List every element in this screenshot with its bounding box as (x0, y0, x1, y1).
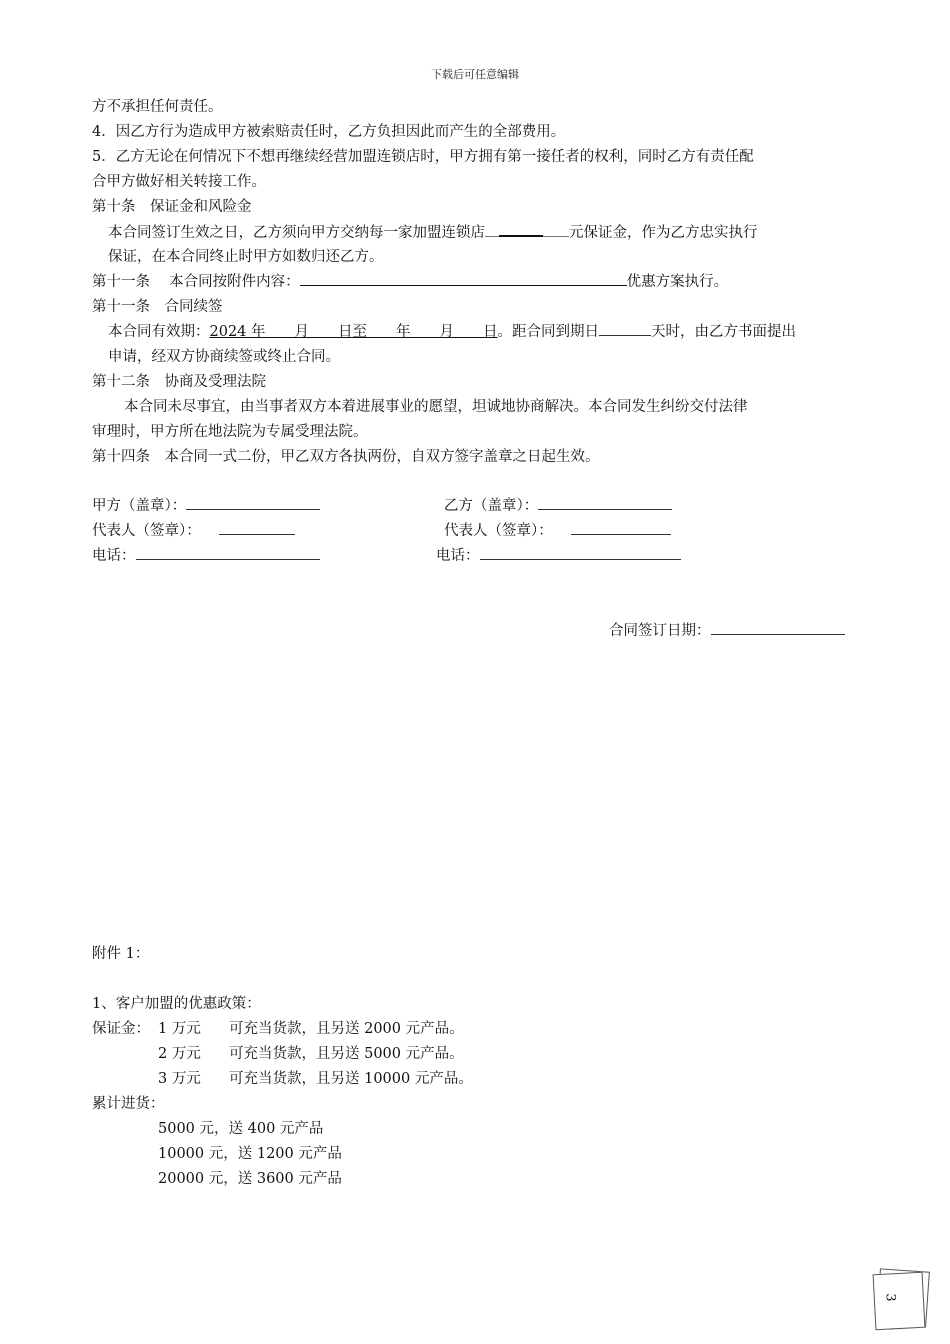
article-10-text: 元保证金，作为乙方忠实执行 (569, 225, 758, 241)
article-12-title: 第十二条 协商及受理法院 (92, 374, 266, 390)
party-b-rep-label: 代表人（签章）： (444, 523, 553, 539)
party-a-seal-label: 甲方（盖章）： (92, 498, 187, 514)
page-sheet-front (873, 1272, 926, 1331)
contract-date-blank (711, 619, 845, 635)
party-a-rep-label: 代表人（签章）： (92, 523, 201, 539)
article-10-title: 第十条 保证金和风险金 (92, 199, 252, 215)
renewal-text: 。距合同到期日 (497, 324, 600, 340)
renewal-text: 本合同有效期： (108, 324, 210, 340)
deposit-desc: 可充当货款，且另送 10000 元产品。 (229, 1071, 473, 1087)
renewal-text: 天时，由乙方书面提出 (651, 324, 797, 340)
article-11-text: 优惠方案执行。 (626, 274, 729, 290)
contract-date (609, 619, 845, 644)
deposit-amount: 1 万元 (158, 1021, 201, 1037)
article-11-text: 第十一条 本合同按附件内容： (92, 274, 300, 290)
cumulative-label: 累计进货： (92, 1096, 165, 1112)
cumulative-row: 5000 元，送 400 元产品 (158, 1121, 324, 1137)
party-a-phone (92, 544, 320, 569)
page-number-box (872, 1270, 930, 1328)
policy-title: 1、客户加盟的优惠政策： (92, 996, 261, 1012)
deposit-blank-left (485, 221, 499, 237)
party-b-seal-label: 乙方（盖章）： (444, 498, 539, 514)
article-10-text: 本合同签订生效之日，乙方须向甲方交纳每一家加盟连锁店 (108, 225, 485, 241)
contract-date-label: 合同签订日期： (609, 623, 711, 639)
party-a-phone-blank (136, 544, 320, 560)
renewal-paragraph (108, 320, 796, 345)
article-14: 第十四条 本合同一式二份，甲乙双方各执两份，自双方签字盖章之日起生效。 (92, 449, 600, 465)
party-b-phone-blank (480, 544, 681, 560)
deposit-amount: 2 万元 (158, 1046, 201, 1062)
party-b-phone-label: 电话： (436, 548, 480, 564)
article-11-renewal-title: 第十一条 合同续签 (92, 299, 223, 315)
party-b-seal (444, 494, 672, 519)
days-blank (599, 320, 651, 336)
clause-line: 方不承担任何责任。 (92, 99, 223, 115)
clause-item-4: 4．因乙方行为造成甲方被索赔责任时，乙方负担因此而产生的全部费用。 (92, 124, 566, 140)
party-a-phone-label: 电话： (92, 548, 136, 564)
party-b-phone (436, 544, 681, 569)
renewal-paragraph: 申请，经双方协商续签或终止合同。 (108, 349, 340, 365)
appendix-title: 附件 1： (92, 946, 150, 962)
party-b-representative (444, 519, 671, 544)
article-10-paragraph (108, 220, 758, 246)
deposit-blank-right (543, 221, 569, 237)
cumulative-row: 20000 元，送 3600 元产品 (158, 1171, 342, 1187)
party-a-rep-blank (219, 519, 295, 535)
clause-item-5: 5．乙方无论在何情况下不想再继续经营加盟连锁店时，甲方拥有第一接任者的权利，同时乙方有责任配 (92, 149, 754, 165)
deposit-desc: 可充当货款，且另送 2000 元产品。 (229, 1021, 464, 1037)
article-12-paragraph: 本合同未尽事宜，由当事者双方本着进展事业的愿望，坦诚地协商解决。本合同发生纠纷交付法律 (124, 399, 748, 415)
article-12-paragraph: 审理时，甲方所在地法院为专属受理法院。 (92, 424, 368, 440)
deposit-desc: 可充当货款，且另送 5000 元产品。 (229, 1046, 464, 1062)
validity-period: 2024 年 月 日至 年 月 日 (209, 324, 498, 340)
party-a-seal (92, 494, 320, 519)
deposit-amount: 3 万元 (158, 1071, 201, 1087)
cumulative-row: 10000 元，送 1200 元产品 (158, 1146, 342, 1162)
page-number: 3 (882, 1293, 898, 1302)
page-header: 下载后可任意编辑 (431, 68, 519, 81)
party-a-representative (92, 519, 295, 544)
deposit-label: 保证金： (92, 1021, 150, 1037)
article-11-appendix (92, 270, 728, 295)
article-10-paragraph: 保证，在本合同终止时甲方如数归还乙方。 (108, 249, 384, 265)
clause-line: 合甲方做好相关转接工作。 (92, 174, 266, 190)
deposit-blank (499, 220, 543, 237)
party-b-rep-blank (571, 519, 671, 535)
appendix-blank (300, 270, 627, 286)
party-b-seal-blank (538, 494, 672, 510)
party-a-seal-blank (186, 494, 320, 510)
